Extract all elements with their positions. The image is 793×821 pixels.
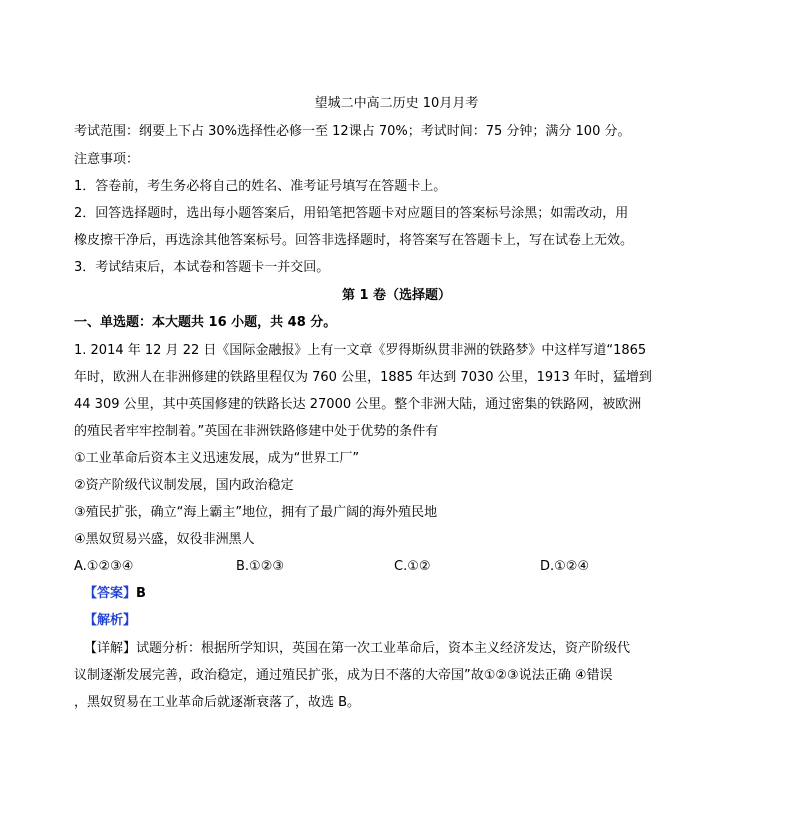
detail-line: ，黑奴贸易在工业革命后就逐渐衰落了，故选 B。 xyxy=(74,695,361,710)
analysis-label: 【解析】 xyxy=(84,613,137,628)
notice-line: 3．考试结束后，本试卷和答题卡一并交回。 xyxy=(74,260,330,275)
detail-line: 【详解】试题分析：根据所学知识，英国在第一次工业革命后，资本主义经济发达，资产阶级代 xyxy=(84,641,631,656)
page-title: 望城二中高二历史 10月月考 xyxy=(314,96,479,111)
detail-line: 议制逐渐发展完善，政治稳定，通过殖民扩张，成为日不落的大帝国”故①②③说法正确 ④错误 xyxy=(74,668,613,683)
analysis-line xyxy=(84,612,734,630)
option-b: B.①②③ xyxy=(236,559,285,574)
answer-line xyxy=(84,585,734,603)
question-stem-line: 1. 2014 年 12 月 22 日《国际金融报》上有一文章《罗得斯纵贯非洲的铁路梦》中这样写道“1865 xyxy=(74,343,647,358)
option-a: A.①②③④ xyxy=(74,559,134,574)
answer-value: B xyxy=(136,586,146,601)
part-title: 一、单选题：本大题共 16 小题，共 48 分。 xyxy=(74,315,337,330)
question-item: ①工业革命后资本主义迅速发展，成为“世界工厂” xyxy=(74,451,360,466)
section-title: 第 1 卷（选择题） xyxy=(341,288,452,303)
question-item: ②资产阶级代议制发展，国内政治稳定 xyxy=(74,478,294,493)
question-stem-line: 的殖民者牢牢控制着。”英国在非洲铁路修建中处于优势的条件有 xyxy=(74,424,439,439)
question-item: ③殖民扩张，确立“海上霸主”地位，拥有了最广阔的海外殖民地 xyxy=(74,505,438,520)
question-item: ④黑奴贸易兴盛，奴役非洲黑人 xyxy=(74,532,255,547)
notice-line: 橡皮擦干净后，再选涂其他答案标号。回答非选择题时，将答案写在答题卡上，写在试卷上无效。 xyxy=(74,233,634,248)
option-d: D.①②④ xyxy=(540,559,590,574)
notice-line: 2．回答选择题时，选出每小题答案后，用铅笔把答题卡对应题目的答案标号涂黑；如需改动，用 xyxy=(74,206,629,221)
question-stem-line: 年时，欧洲人在非洲修建的铁路里程仅为 760 公里，1885 年达到 7030 公里，1913 年时，猛增到 xyxy=(74,370,652,385)
notice-heading: 注意事项： xyxy=(74,152,140,167)
option-c: C.①② xyxy=(394,559,431,574)
exam-scope: 考试范围：纲要上下占 30%选择性必修一至 12课占 70%；考试时间：75 分钟；满分 100 分。 xyxy=(74,124,631,139)
answer-label: 【答案】 xyxy=(84,586,137,601)
notice-line: 1．答卷前，考生务必将自己的姓名、准考证号填写在答题卡上。 xyxy=(74,179,447,194)
question-stem-line: 44 309 公里，其中英国修建的铁路长达 27000 公里。整个非洲大陆，通过密集的铁路网，被欧洲 xyxy=(74,397,642,412)
